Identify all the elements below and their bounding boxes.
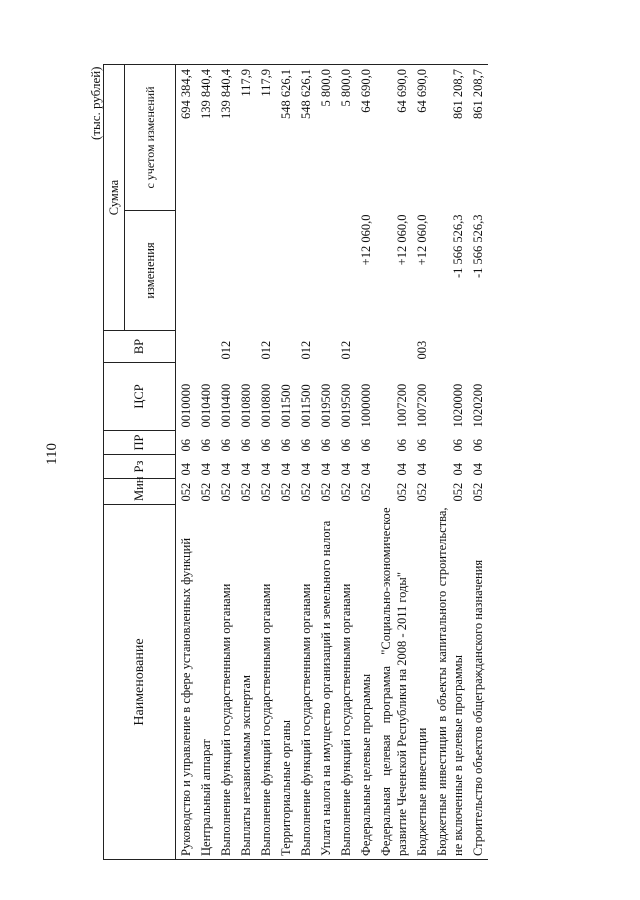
cell-csr: 0019500 xyxy=(319,383,333,428)
cell-pr: 06 xyxy=(299,439,313,452)
table-row xyxy=(176,65,197,860)
cell-total: 64 690,0 xyxy=(356,65,376,211)
table-row xyxy=(216,65,236,860)
cell-vr xyxy=(196,331,216,363)
cell-min: 052 xyxy=(299,482,313,502)
cell-pr: 06 xyxy=(451,439,465,452)
cell-rz: 04 xyxy=(395,463,409,476)
cell-name: Выполнение функций государственными органами xyxy=(256,505,276,860)
cell-change: +12 060,0 xyxy=(359,214,373,266)
cell-vr xyxy=(236,331,256,363)
table-row xyxy=(236,65,256,860)
cell-pr: 06 xyxy=(359,439,373,452)
cell-rz: 04 xyxy=(339,463,353,476)
cell-total: 548 626,1 xyxy=(296,65,316,211)
table-row xyxy=(296,65,316,860)
cell-name: Бюджетные инвестиции xyxy=(412,505,432,860)
cell-name: Выполнение функций государственными органами xyxy=(296,505,316,860)
cell-vr xyxy=(316,331,336,363)
cell-pr: 06 xyxy=(395,439,409,452)
col-header-min: Мин xyxy=(104,479,176,505)
cell-rz: 04 xyxy=(319,463,333,476)
cell-name: Уплата налога на имущество организаций и земельного налога xyxy=(316,505,336,860)
header-row-1 xyxy=(104,65,125,860)
cell-rz: 04 xyxy=(299,463,313,476)
cell-min: 052 xyxy=(415,482,429,502)
cell-rz: 04 xyxy=(239,463,253,476)
cell-change: -1 566 526,3 xyxy=(471,214,485,279)
cell-min: 052 xyxy=(471,482,485,502)
cell-min: 052 xyxy=(451,482,465,502)
cell-total: 5 800,0 xyxy=(316,65,336,211)
cell-total: 139 840,4 xyxy=(216,65,236,211)
cell-change xyxy=(236,211,256,331)
cell-rz: 04 xyxy=(199,463,213,476)
cell-change: +12 060,0 xyxy=(415,214,429,266)
cell-change xyxy=(216,211,236,331)
cell-change xyxy=(276,211,296,331)
cell-vr: 012 xyxy=(219,340,233,360)
cell-total: 861 208,7 xyxy=(432,65,468,211)
col-header-csr: ЦСР xyxy=(104,363,176,431)
cell-change xyxy=(176,211,197,331)
table-row xyxy=(276,65,296,860)
cell-total: 117,9 xyxy=(256,65,276,211)
cell-csr: 0011500 xyxy=(299,384,313,428)
cell-name: Федеральная целевая программа "Социально-экономическое развитие Чеченской Республики на 2008 - 2011 годы" xyxy=(376,505,412,860)
cell-vr: 012 xyxy=(259,340,273,360)
col-header-name: Наименование xyxy=(104,505,176,860)
cell-name: Федеральные целевые программы xyxy=(356,505,376,860)
cell-csr: 0010800 xyxy=(239,383,253,428)
cell-rz: 04 xyxy=(179,463,193,476)
table-row xyxy=(336,65,356,860)
cell-rz: 04 xyxy=(259,463,273,476)
cell-pr: 06 xyxy=(219,439,233,452)
cell-rz: 04 xyxy=(359,463,373,476)
cell-name: Территориальные органы xyxy=(276,505,296,860)
cell-name: Центральный аппарат xyxy=(196,505,216,860)
table-row xyxy=(256,65,276,860)
table-row xyxy=(196,65,216,860)
cell-rz: 04 xyxy=(279,463,293,476)
cell-change xyxy=(296,211,316,331)
cell-min: 052 xyxy=(179,482,193,502)
cell-csr: 0010000 xyxy=(179,383,193,428)
cell-min: 052 xyxy=(239,482,253,502)
cell-total: 64 690,0 xyxy=(412,65,432,211)
table-row xyxy=(432,65,468,860)
cell-rz: 04 xyxy=(219,463,233,476)
cell-csr: 0019500 xyxy=(339,383,353,428)
cell-name: Выполнение функций государственными органами xyxy=(216,505,236,860)
cell-csr: 0010400 xyxy=(199,383,213,428)
cell-min: 052 xyxy=(395,482,409,502)
cell-rz: 04 xyxy=(451,463,465,476)
cell-csr: 1007200 xyxy=(415,383,429,428)
cell-change xyxy=(256,211,276,331)
cell-name: Выплаты независимым экспертам xyxy=(236,505,256,860)
cell-name: Выполнение функций государственными органами xyxy=(336,505,356,860)
cell-vr xyxy=(276,331,296,363)
cell-total: 117,9 xyxy=(236,65,256,211)
col-header-pr: ПР xyxy=(104,431,176,455)
cell-change xyxy=(196,211,216,331)
cell-min: 052 xyxy=(259,482,273,502)
cell-pr: 06 xyxy=(319,439,333,452)
cell-pr: 06 xyxy=(471,439,485,452)
cell-total: 548 626,1 xyxy=(276,65,296,211)
cell-pr: 06 xyxy=(415,439,429,452)
cell-csr: 0011500 xyxy=(279,384,293,428)
cell-min: 052 xyxy=(339,482,353,502)
cell-vr xyxy=(468,331,488,363)
cell-pr: 06 xyxy=(179,439,193,452)
cell-rz: 04 xyxy=(415,463,429,476)
cell-rz: 04 xyxy=(471,463,485,476)
table-row xyxy=(356,65,376,860)
col-header-sum: Сумма xyxy=(104,65,125,331)
cell-csr: 1007200 xyxy=(395,383,409,428)
cell-pr: 06 xyxy=(239,439,253,452)
cell-pr: 06 xyxy=(339,439,353,452)
cell-name: Бюджетные инвестиции в объекты капитального строительства, не включенные в целевые программы xyxy=(432,505,468,860)
table-row xyxy=(468,65,488,860)
cell-change xyxy=(336,211,356,331)
cell-vr xyxy=(356,331,376,363)
cell-total: 139 840,4 xyxy=(196,65,216,211)
cell-total: 5 800,0 xyxy=(336,65,356,211)
table-row xyxy=(316,65,336,860)
table-row xyxy=(376,65,412,860)
cell-csr: 0010400 xyxy=(219,383,233,428)
table-body xyxy=(176,65,489,860)
cell-change: +12 060,0 xyxy=(395,214,409,266)
cell-pr: 06 xyxy=(199,439,213,452)
col-header-vr: ВР xyxy=(104,331,176,363)
cell-name: Строительство объектов общегражданского назначения xyxy=(468,505,488,860)
cell-min: 052 xyxy=(359,482,373,502)
cell-csr: 0010800 xyxy=(259,383,273,428)
cell-change xyxy=(316,211,336,331)
cell-min: 052 xyxy=(279,482,293,502)
cell-change: -1 566 526,3 xyxy=(451,214,465,279)
cell-vr xyxy=(432,331,468,363)
cell-vr: 003 xyxy=(415,340,429,360)
cell-pr: 06 xyxy=(279,439,293,452)
cell-min: 052 xyxy=(319,482,333,502)
cell-min: 052 xyxy=(199,482,213,502)
col-header-change: изменения xyxy=(125,211,176,331)
col-header-with-change: с учетом изменений xyxy=(125,65,176,211)
cell-csr: 1020000 xyxy=(451,383,465,428)
cell-vr xyxy=(376,331,412,363)
cell-total: 64 690,0 xyxy=(376,65,412,211)
cell-vr: 012 xyxy=(339,340,353,360)
budget-table xyxy=(103,64,488,860)
cell-csr: 1020200 xyxy=(471,383,485,428)
cell-name: Руководство и управление в сфере установленных функций xyxy=(176,505,197,860)
page-number: 110 xyxy=(44,443,60,465)
cell-vr xyxy=(176,331,197,363)
cell-vr: 012 xyxy=(299,340,313,360)
cell-min: 052 xyxy=(219,482,233,502)
cell-total: 694 384,4 xyxy=(176,65,197,211)
col-header-rz: Рз xyxy=(104,455,176,479)
table-row xyxy=(412,65,432,860)
units-label: (тыс. рублей) xyxy=(88,66,103,140)
cell-csr: 1000000 xyxy=(359,383,373,428)
cell-total: 861 208,7 xyxy=(468,65,488,211)
cell-pr: 06 xyxy=(259,439,273,452)
